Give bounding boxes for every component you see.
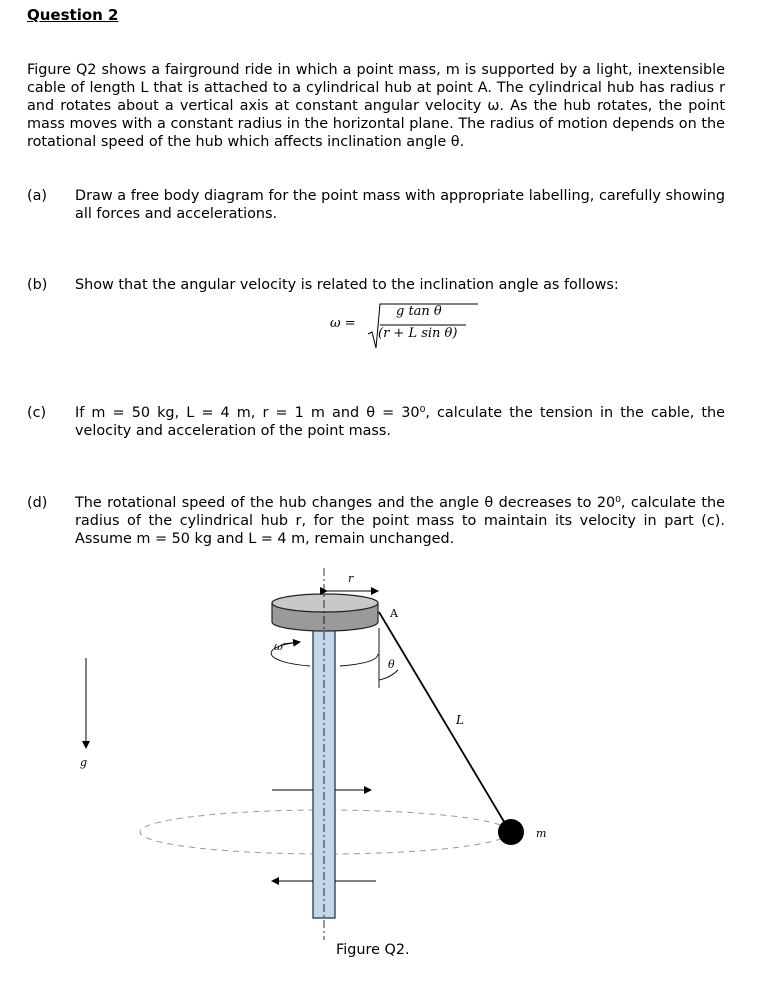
equation-denominator: (r + L sin θ) <box>378 326 458 341</box>
part-d-text: The rotational speed of the hub changes and the angle θ decreases to 20⁰, calculate the radius of the cylindrical hub r, for the point mass to maintain its velocity in part (c). Assume m = 50 kg and L = 4 m, remain unchanged. <box>75 495 725 547</box>
equation-numerator: g tan θ <box>396 304 442 319</box>
label-g: g <box>80 756 88 769</box>
angular-velocity-equation <box>330 298 480 354</box>
part-b-label: (b) <box>27 277 48 293</box>
question-intro: Figure Q2 shows a fairground ride in which a point mass, m is supported by a light, inextensible cable of length L that is attached to a cylindrical hub at point A. The cylindrical hub has radius r and rotates about a vertical axis at constant angular velocity ω. As the hub rotates, the point mass moves with a constant radius in the horizontal plane. The radius of motion depends on the rotational speed of the hub which affects inclination angle θ. <box>27 62 725 150</box>
label-L: L <box>456 713 464 727</box>
figure-q2 <box>60 560 620 980</box>
part-d-label: (d) <box>27 495 48 511</box>
figure-caption: Figure Q2. <box>336 942 410 958</box>
equation-lhs: ω = <box>330 316 356 331</box>
part-c-text: If m = 50 kg, L = 4 m, r = 1 m and θ = 30⁰, calculate the tension in the cable, the velocity and acceleration of the point mass. <box>75 405 725 439</box>
cable <box>379 612 509 830</box>
label-omega: ω <box>274 640 283 653</box>
point-mass <box>498 819 524 845</box>
label-theta: θ <box>388 658 395 671</box>
part-b-text: Show that the angular velocity is related to the inclination angle as follows: <box>75 277 619 293</box>
part-c-label: (c) <box>27 405 47 421</box>
label-A: A <box>390 607 398 620</box>
question-heading: Question 2 <box>27 6 119 24</box>
cylindrical-hub <box>272 594 378 631</box>
label-m: m <box>536 827 547 840</box>
part-a-label: (a) <box>27 188 48 204</box>
part-a-text: Draw a free body diagram for the point mass with appropriate labelling, carefully showing all forces and accelerations. <box>75 188 725 222</box>
theta-arc <box>379 670 398 680</box>
label-r: r <box>348 572 354 585</box>
